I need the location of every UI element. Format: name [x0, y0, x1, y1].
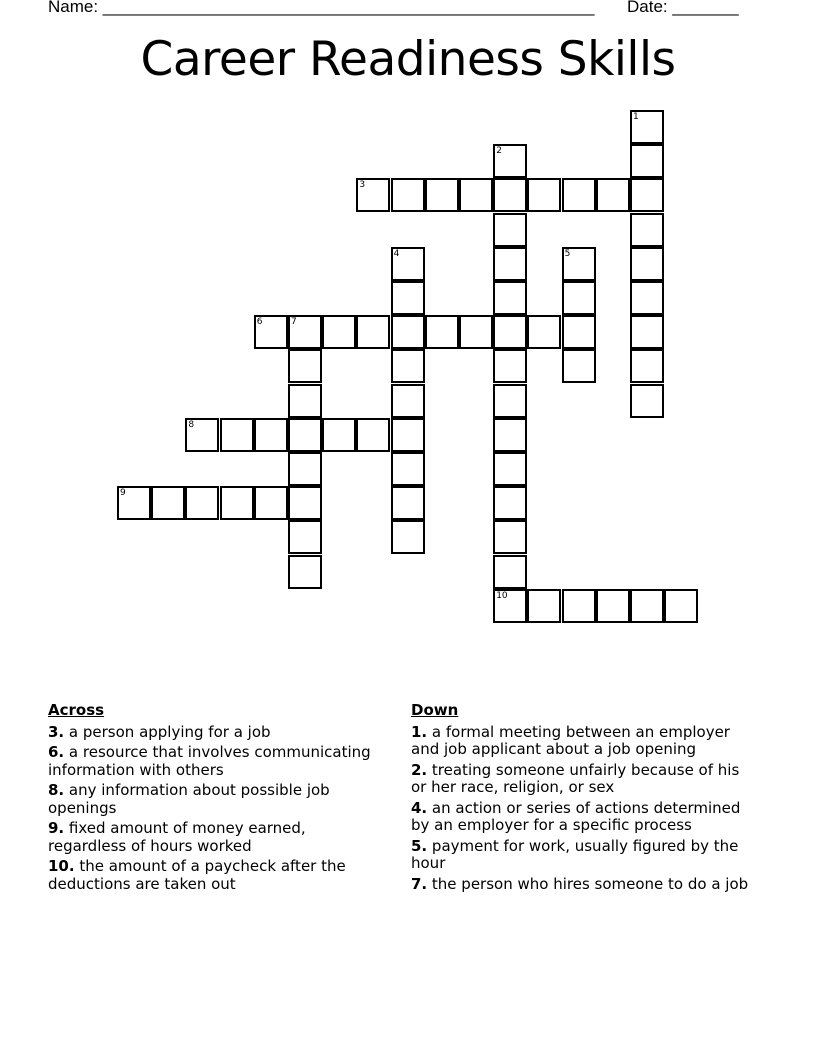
clue-text: treating someone unfairly because of his or her race, religion, or sex	[411, 760, 740, 796]
crossword-cell[interactable]	[151, 486, 185, 520]
crossword-cell[interactable]	[391, 281, 425, 315]
crossword-cell[interactable]	[356, 315, 390, 349]
crossword-cell[interactable]	[527, 178, 561, 212]
crossword-cell[interactable]	[391, 520, 425, 554]
clue-number-label: 3	[359, 180, 366, 191]
crossword-cell[interactable]	[288, 384, 322, 418]
crossword-cell[interactable]	[630, 384, 664, 418]
clue-number: 6.	[48, 743, 65, 761]
crossword-cell[interactable]	[630, 213, 664, 247]
clue-number: 10.	[48, 857, 75, 875]
crossword-cell[interactable]	[254, 418, 288, 452]
crossword-cell[interactable]	[322, 315, 356, 349]
crossword-cell[interactable]	[391, 178, 425, 212]
across-clue	[48, 744, 378, 779]
crossword-cell[interactable]	[391, 349, 425, 383]
crossword-cell[interactable]	[630, 349, 664, 383]
crossword-cell[interactable]	[185, 418, 219, 452]
name-field-label: Name: ____________________________________________________	[48, 0, 595, 16]
clue-number: 8.	[48, 781, 65, 799]
crossword-cell[interactable]	[220, 418, 254, 452]
crossword-cell[interactable]	[562, 247, 596, 281]
clue-text: an action or series of actions determined by an employer for a specific process	[411, 798, 741, 834]
crossword-cell[interactable]	[254, 486, 288, 520]
crossword-cell[interactable]	[630, 178, 664, 212]
crossword-cell[interactable]	[630, 281, 664, 315]
clue-text: a person applying for a job	[68, 722, 271, 741]
crossword-cell[interactable]	[562, 178, 596, 212]
crossword-cell[interactable]	[117, 486, 151, 520]
crossword-cell[interactable]	[630, 589, 664, 623]
crossword-cell[interactable]	[391, 247, 425, 281]
across-clue	[48, 820, 378, 855]
crossword-cell[interactable]	[562, 281, 596, 315]
clue-number-label: 6	[256, 317, 263, 328]
crossword-cell[interactable]	[493, 281, 527, 315]
crossword-cell[interactable]	[493, 349, 527, 383]
date-field-label: Date: _______	[627, 0, 739, 16]
clue-number-label: 8	[188, 419, 195, 430]
clue-text: fixed amount of money earned, regardless of hours worked	[48, 819, 306, 855]
crossword-cell[interactable]	[288, 486, 322, 520]
clue-text: a formal meeting between an employer and job applicant about a job opening	[411, 722, 730, 758]
across-heading: Across	[48, 701, 105, 719]
clue-number-label: 9	[120, 488, 126, 499]
down-clue	[411, 876, 756, 894]
clue-number: 2.	[411, 760, 428, 779]
crossword-cell[interactable]	[493, 178, 527, 212]
crossword-cell[interactable]	[220, 486, 254, 520]
clue-text: payment for work, usually figured by the hour	[411, 836, 739, 872]
clue-number: 7.	[411, 874, 428, 893]
crossword-cell[interactable]	[527, 315, 561, 349]
crossword-cell[interactable]	[596, 589, 630, 623]
down-clue	[411, 762, 756, 797]
crossword-cell[interactable]	[630, 315, 664, 349]
crossword-cell[interactable]	[493, 555, 527, 589]
clue-number: 1.	[411, 722, 428, 741]
down-clues	[411, 702, 756, 896]
crossword-cell[interactable]	[391, 384, 425, 418]
crossword-cell[interactable]	[493, 418, 527, 452]
crossword-cell[interactable]	[493, 384, 527, 418]
down-clue	[411, 838, 756, 873]
clue-number-label: 10	[496, 590, 508, 601]
crossword-cell[interactable]	[288, 452, 322, 486]
crossword-cell[interactable]	[493, 247, 527, 281]
crossword-cell[interactable]	[425, 178, 459, 212]
crossword-cell[interactable]	[288, 555, 322, 589]
crossword-cell[interactable]	[493, 213, 527, 247]
crossword-cell[interactable]	[185, 486, 219, 520]
clue-number: 4.	[411, 798, 428, 817]
crossword-cell[interactable]	[493, 452, 527, 486]
crossword-cell[interactable]	[391, 486, 425, 520]
across-clue	[48, 782, 378, 817]
clue-number: 3.	[48, 722, 65, 741]
down-heading: Down	[411, 701, 459, 719]
clue-number-label: 2	[496, 146, 502, 157]
page-title: Career Readiness Skills	[140, 32, 676, 87]
crossword-cell[interactable]	[391, 452, 425, 486]
crossword-cell[interactable]	[288, 520, 322, 554]
crossword-cell[interactable]	[322, 418, 356, 452]
across-clue	[48, 724, 378, 742]
clue-number-label: 4	[393, 248, 400, 259]
crossword-cell[interactable]	[356, 178, 390, 212]
crossword-cell[interactable]	[630, 144, 664, 178]
crossword-cell[interactable]	[664, 589, 698, 623]
clue-text: a resource that involves communicating information with others	[48, 743, 371, 779]
crossword-cell[interactable]	[288, 315, 322, 349]
crossword-cell[interactable]	[562, 315, 596, 349]
crossword-cell[interactable]	[391, 418, 425, 452]
crossword-cell[interactable]	[562, 349, 596, 383]
clue-number-label: 5	[564, 248, 571, 259]
crossword-cell[interactable]	[493, 144, 527, 178]
crossword-cell[interactable]	[288, 349, 322, 383]
crossword-cell[interactable]	[356, 418, 390, 452]
clue-text: the person who hires someone to do a job	[431, 874, 749, 893]
across-clues	[48, 702, 378, 896]
clue-number: 9.	[48, 819, 65, 837]
crossword-cell[interactable]	[288, 418, 322, 452]
crossword-cell[interactable]	[527, 589, 561, 623]
crossword-cell[interactable]	[562, 589, 596, 623]
crossword-cell[interactable]	[254, 315, 288, 349]
clue-text: the amount of a paycheck after the deductions are taken out	[48, 857, 346, 893]
crossword-cell[interactable]	[493, 520, 527, 554]
crossword-cell[interactable]	[596, 178, 630, 212]
clue-number-label: 7	[291, 317, 297, 328]
across-clue	[48, 858, 378, 893]
clue-number: 5.	[411, 836, 428, 855]
crossword-cell[interactable]	[391, 315, 425, 349]
crossword-cell[interactable]	[425, 315, 459, 349]
crossword-cell[interactable]	[459, 178, 493, 212]
clue-number-label: 1	[633, 112, 639, 122]
crossword-cell[interactable]	[459, 315, 493, 349]
crossword-cell[interactable]	[493, 486, 527, 520]
crossword-cell[interactable]	[493, 315, 527, 349]
down-clue	[411, 724, 756, 759]
crossword-cell[interactable]	[630, 110, 664, 144]
crossword-cell[interactable]	[493, 589, 527, 623]
down-clue	[411, 800, 756, 835]
clue-text: any information about possible job openings	[48, 781, 330, 817]
crossword-cell[interactable]	[630, 247, 664, 281]
